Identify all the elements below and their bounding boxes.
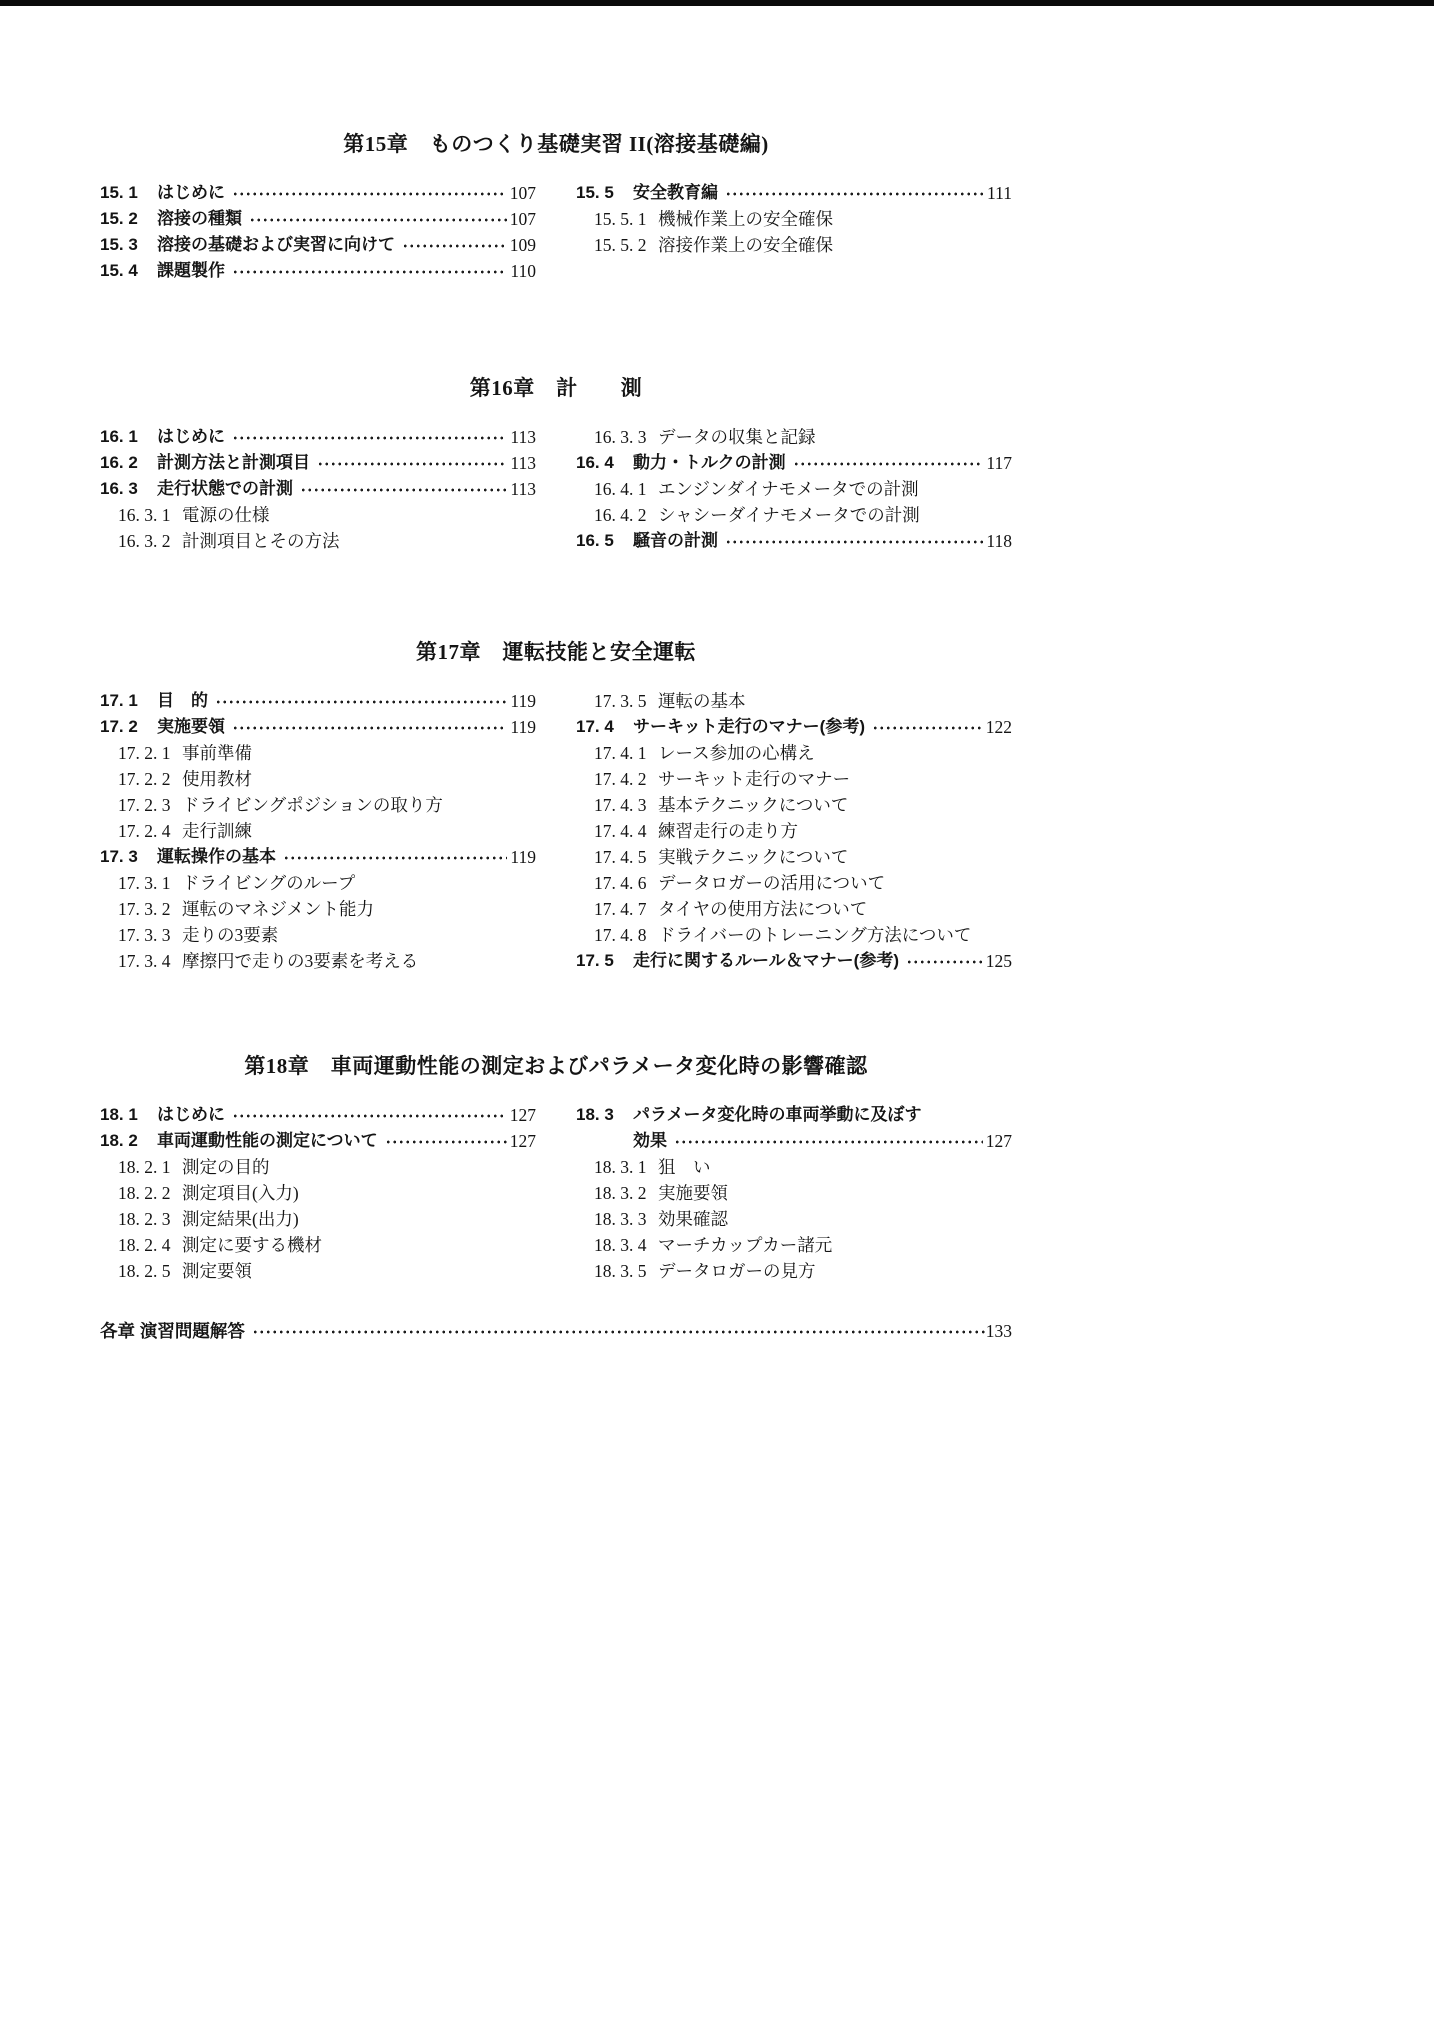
toc-entry (100, 424, 536, 450)
entry-number: 16. 4. 2 (594, 505, 647, 525)
entry-title: 狙 い (658, 1157, 711, 1177)
toc-entry (576, 1206, 1012, 1232)
entry-title: 効果 (633, 1131, 667, 1150)
entry-number: 15. 4 (100, 261, 138, 280)
toc-entry (576, 1180, 1012, 1206)
entry-number: 17. 3. 5 (594, 691, 647, 711)
toc-entry (576, 502, 1012, 528)
toc-columns (100, 424, 1012, 554)
toc-columns (100, 688, 1012, 974)
entry-title: 騒音の計測 (633, 531, 718, 550)
entry-page: 122 (985, 717, 1012, 737)
entry-title: 課題製作 (157, 261, 225, 280)
toc-entry (100, 1258, 536, 1284)
toc-entry (100, 1128, 536, 1154)
toc-entry (576, 766, 1012, 792)
entry-title: はじめに (157, 427, 225, 446)
dot-leader (400, 232, 507, 258)
entry-title: 運転の基本 (658, 691, 746, 711)
entry-page: 113 (510, 427, 536, 447)
entry-title: 実施要領 (157, 717, 225, 736)
entry-page: 107 (509, 209, 536, 229)
entry-number: 18. 2. 4 (118, 1235, 171, 1255)
toc-entry (576, 424, 1012, 450)
entry-number: 17. 2 (100, 717, 138, 736)
entry-title: はじめに (157, 183, 225, 202)
toc-chapter-15 (100, 130, 1012, 284)
toc-entry (576, 528, 1012, 554)
entry-page: 125 (985, 951, 1012, 971)
entry-title: マーチカップカー諸元 (658, 1235, 833, 1255)
entry-title: 測定結果(出力) (182, 1209, 299, 1229)
dot-leader (230, 424, 507, 450)
entry-number: 15. 5. 2 (594, 235, 647, 255)
entry-title: 練習走行の走り方 (658, 821, 798, 841)
entry-number: 17. 4. 1 (594, 743, 647, 763)
entry-title: はじめに (157, 1105, 225, 1124)
toc-column-right (576, 180, 1012, 284)
entry-title: 測定に要する機材 (182, 1235, 322, 1255)
toc-column-left (100, 1102, 536, 1284)
entry-number: 18. 2. 3 (118, 1209, 171, 1229)
entry-number: 18. 2. 2 (118, 1183, 171, 1203)
entry-number: 16. 3 (100, 479, 138, 498)
entry-title: タイヤの使用方法について (658, 899, 868, 919)
entry-number: 18. 3 (576, 1105, 614, 1124)
entry-title: 実戦テクニックについて (658, 847, 849, 867)
toc-entry (576, 818, 1012, 844)
toc-entry (576, 206, 1012, 232)
toc-entry (100, 1102, 536, 1128)
toc-entry (576, 1154, 1012, 1180)
toc-column-right (576, 1102, 1012, 1284)
dot-leader (672, 1128, 983, 1154)
entry-number: 17. 2. 3 (118, 795, 171, 815)
entry-number: 16. 4 (576, 453, 614, 472)
dot-leader (904, 948, 983, 974)
toc-entry (576, 1102, 1012, 1128)
entry-number: 18. 2. 5 (118, 1261, 171, 1281)
entry-title: 摩擦円で走りの3要素を考える (182, 951, 419, 971)
toc-column-right (576, 688, 1012, 974)
entry-title: 運転操作の基本 (157, 847, 276, 866)
entry-number: 16. 3. 2 (118, 531, 171, 551)
entry-title: パラメータ変化時の車両挙動に及ぼす (633, 1105, 922, 1124)
toc-entry (100, 450, 536, 476)
dot-leader (315, 450, 507, 476)
chapter-title: 第16章 計 測 (469, 376, 643, 400)
entry-number: 17. 4. 7 (594, 899, 647, 919)
entry-title: 走行状態での計測 (157, 479, 293, 498)
dot-leader (870, 714, 983, 740)
entry-number: 15. 2 (100, 209, 138, 228)
entry-number: 17. 1 (100, 691, 138, 710)
toc-chapter-18 (100, 1052, 1012, 1284)
toc-entry (576, 232, 1012, 258)
dot-leader (250, 1318, 985, 1344)
toc-entry (576, 948, 1012, 974)
entry-number: 15. 3 (100, 235, 138, 254)
toc-entry (100, 1180, 536, 1206)
entry-number: 18. 2. 1 (118, 1157, 171, 1177)
entry-number: 15. 5 (576, 183, 614, 202)
entry-page: 127 (509, 1105, 536, 1125)
toc-entry (100, 258, 536, 284)
toc-entry (576, 740, 1012, 766)
toc-chapter-16 (100, 374, 1012, 554)
toc-entry (100, 206, 536, 232)
entry-title: 溶接の種類 (157, 209, 242, 228)
entry-number: 17. 4 (576, 717, 614, 736)
toc-entry (100, 232, 536, 258)
entry-title: 安全教育編 (633, 183, 718, 202)
entry-number: 17. 3. 3 (118, 925, 171, 945)
entry-title: エンジンダイナモメータでの計測 (658, 479, 919, 499)
dot-leader (723, 180, 984, 206)
entry-number: 18. 2 (100, 1131, 138, 1150)
entry-number: 17. 2. 4 (118, 821, 171, 841)
toc-entry (100, 870, 536, 896)
entry-number: 16. 3. 3 (594, 427, 647, 447)
entry-number: 18. 3. 4 (594, 1235, 647, 1255)
entry-number: 17. 2. 2 (118, 769, 171, 789)
toc-entry (100, 740, 536, 766)
entry-number: 18. 3. 1 (594, 1157, 647, 1177)
toc-entry (576, 844, 1012, 870)
entry-title: 使用教材 (182, 769, 252, 789)
toc-entry (100, 896, 536, 922)
entry-page: 110 (510, 261, 536, 281)
dot-leader (298, 476, 507, 502)
toc-entry (576, 688, 1012, 714)
entry-title: 溶接作業上の安全確保 (658, 235, 833, 255)
toc-entry (100, 180, 536, 206)
dot-leader (723, 528, 983, 554)
entry-title: 実施要領 (658, 1183, 728, 1203)
toc-entry (100, 1154, 536, 1180)
dot-leader (247, 206, 507, 232)
entry-title: 車両運動性能の測定について (157, 1131, 378, 1150)
dot-leader (213, 688, 507, 714)
footer-label: 各章 演習問題解答 (100, 1321, 245, 1341)
toc-entry (100, 818, 536, 844)
toc-chapter-17 (100, 638, 1012, 974)
toc-entry (100, 502, 536, 528)
toc-entry (576, 792, 1012, 818)
entry-page: 117 (986, 453, 1012, 473)
entry-number: 17. 4. 5 (594, 847, 647, 867)
entry-title: 事前準備 (182, 743, 252, 763)
toc-entry (100, 528, 536, 554)
toc-entry (576, 870, 1012, 896)
entry-number: 17. 4. 4 (594, 821, 647, 841)
entry-number: 17. 4. 6 (594, 873, 647, 893)
entry-title: サーキット走行のマナー (658, 769, 851, 789)
entry-title: 測定項目(入力) (182, 1183, 299, 1203)
entry-page: 107 (509, 183, 536, 203)
entry-title: 走りの3要素 (182, 925, 279, 945)
entry-title: サーキット走行のマナー(参考) (633, 717, 865, 736)
toc-entry (576, 922, 1012, 948)
toc-entry (100, 844, 536, 870)
entry-title: 効果確認 (658, 1209, 728, 1229)
dot-leader (230, 258, 507, 284)
dot-leader (230, 180, 507, 206)
toc-entry (576, 1258, 1012, 1284)
entry-number: 16. 3. 1 (118, 505, 171, 525)
entry-number: 17. 4. 2 (594, 769, 647, 789)
entry-number: 17. 3. 2 (118, 899, 171, 919)
entry-number: 16. 2 (100, 453, 138, 472)
entry-number: 17. 2. 1 (118, 743, 171, 763)
toc-entry (100, 688, 536, 714)
entry-page: 127 (509, 1131, 536, 1151)
toc-entry (100, 476, 536, 502)
toc-footer (100, 1318, 1012, 1344)
toc-column-left (100, 424, 536, 554)
entry-number: 16. 1 (100, 427, 138, 446)
entry-title: 走行に関するルール＆マナー(参考) (633, 951, 899, 970)
entry-page: 119 (510, 717, 536, 737)
entry-number: 17. 4. 8 (594, 925, 647, 945)
dot-leader (281, 844, 507, 870)
entry-number: 18. 1 (100, 1105, 138, 1124)
toc-columns (100, 180, 1012, 284)
entry-number: 18. 3. 5 (594, 1261, 647, 1281)
entry-title: シャシーダイナモメータでの計測 (658, 505, 920, 525)
entry-number: 17. 3 (100, 847, 138, 866)
entry-title: データロガーの活用について (658, 873, 886, 893)
toc-entry (100, 1206, 536, 1232)
chapter-title: 第15章 ものつくり基礎実習 II(溶接基礎編) (343, 132, 769, 156)
entry-number: 17. 5 (576, 951, 614, 970)
entry-number: 17. 4. 3 (594, 795, 647, 815)
entry-page: 113 (510, 453, 536, 473)
entry-number: 18. 3. 2 (594, 1183, 647, 1203)
entry-title: 測定要領 (182, 1261, 252, 1281)
entry-number: 16. 4. 1 (594, 479, 647, 499)
entry-title: ドライビングポジションの取り方 (182, 795, 443, 815)
entry-title: 運転のマネジメント能力 (182, 899, 374, 919)
toc-column-left (100, 180, 536, 284)
toc-entry (100, 766, 536, 792)
entry-page: 113 (510, 479, 536, 499)
entry-number: 17. 3. 1 (118, 873, 171, 893)
chapter-title: 第18章 車両運動性能の測定およびパラメータ変化時の影響確認 (244, 1054, 868, 1078)
entry-number: 17. 3. 4 (118, 951, 171, 971)
entry-title: 測定の目的 (182, 1157, 270, 1177)
dot-leader (230, 1102, 507, 1128)
toc-entry (100, 792, 536, 818)
chapter-title: 第17章 運転技能と安全運転 (416, 640, 696, 664)
toc-entry (576, 450, 1012, 476)
toc-column-left (100, 688, 536, 974)
entry-page: 111 (987, 183, 1012, 203)
entry-title: ドライビングのループ (182, 873, 356, 893)
footer-page: 133 (985, 1321, 1012, 1341)
entry-title: 計測方法と計測項目 (157, 453, 310, 472)
entry-number: 15. 1 (100, 183, 138, 202)
entry-page: 109 (509, 235, 536, 255)
entry-title: レース参加の心構え (658, 743, 815, 763)
entry-title: 基本テクニックについて (658, 795, 849, 815)
toc-column-right (576, 424, 1012, 554)
toc-columns (100, 1102, 1012, 1284)
entry-number: 15. 5. 1 (594, 209, 647, 229)
toc-entry (576, 714, 1012, 740)
toc-entry (576, 476, 1012, 502)
entry-title: ドライバーのトレーニング方法について (658, 925, 972, 945)
toc-entry (100, 1232, 536, 1258)
entry-title: データロガーの見方 (658, 1261, 816, 1281)
toc-entry (576, 180, 1012, 206)
toc-entry (576, 896, 1012, 922)
entry-page: 118 (986, 531, 1012, 551)
entry-title: 溶接の基礎および実習に向けて (157, 235, 395, 254)
entry-title: 動力・トルクの計測 (633, 453, 786, 472)
dot-leader (383, 1128, 507, 1154)
toc-entry (100, 948, 536, 974)
entry-page: 127 (985, 1131, 1012, 1151)
entry-title: 走行訓練 (182, 821, 252, 841)
entry-title: 機械作業上の安全確保 (658, 209, 833, 229)
entry-title: 電源の仕様 (182, 505, 270, 525)
toc-entry (576, 1232, 1012, 1258)
entry-title: 計測項目とその方法 (182, 531, 340, 551)
toc-entry-continuation (576, 1128, 1012, 1154)
entry-number: 18. 3. 3 (594, 1209, 647, 1229)
dot-leader (791, 450, 984, 476)
entry-number: 16. 5 (576, 531, 614, 550)
entry-page: 119 (510, 847, 536, 867)
toc-page (100, 0, 1012, 1344)
toc-entry (100, 714, 536, 740)
entry-title: データの収集と記録 (658, 427, 816, 447)
toc-entry (100, 922, 536, 948)
entry-title: 目 的 (157, 691, 208, 710)
entry-page: 119 (510, 691, 536, 711)
dot-leader (230, 714, 507, 740)
